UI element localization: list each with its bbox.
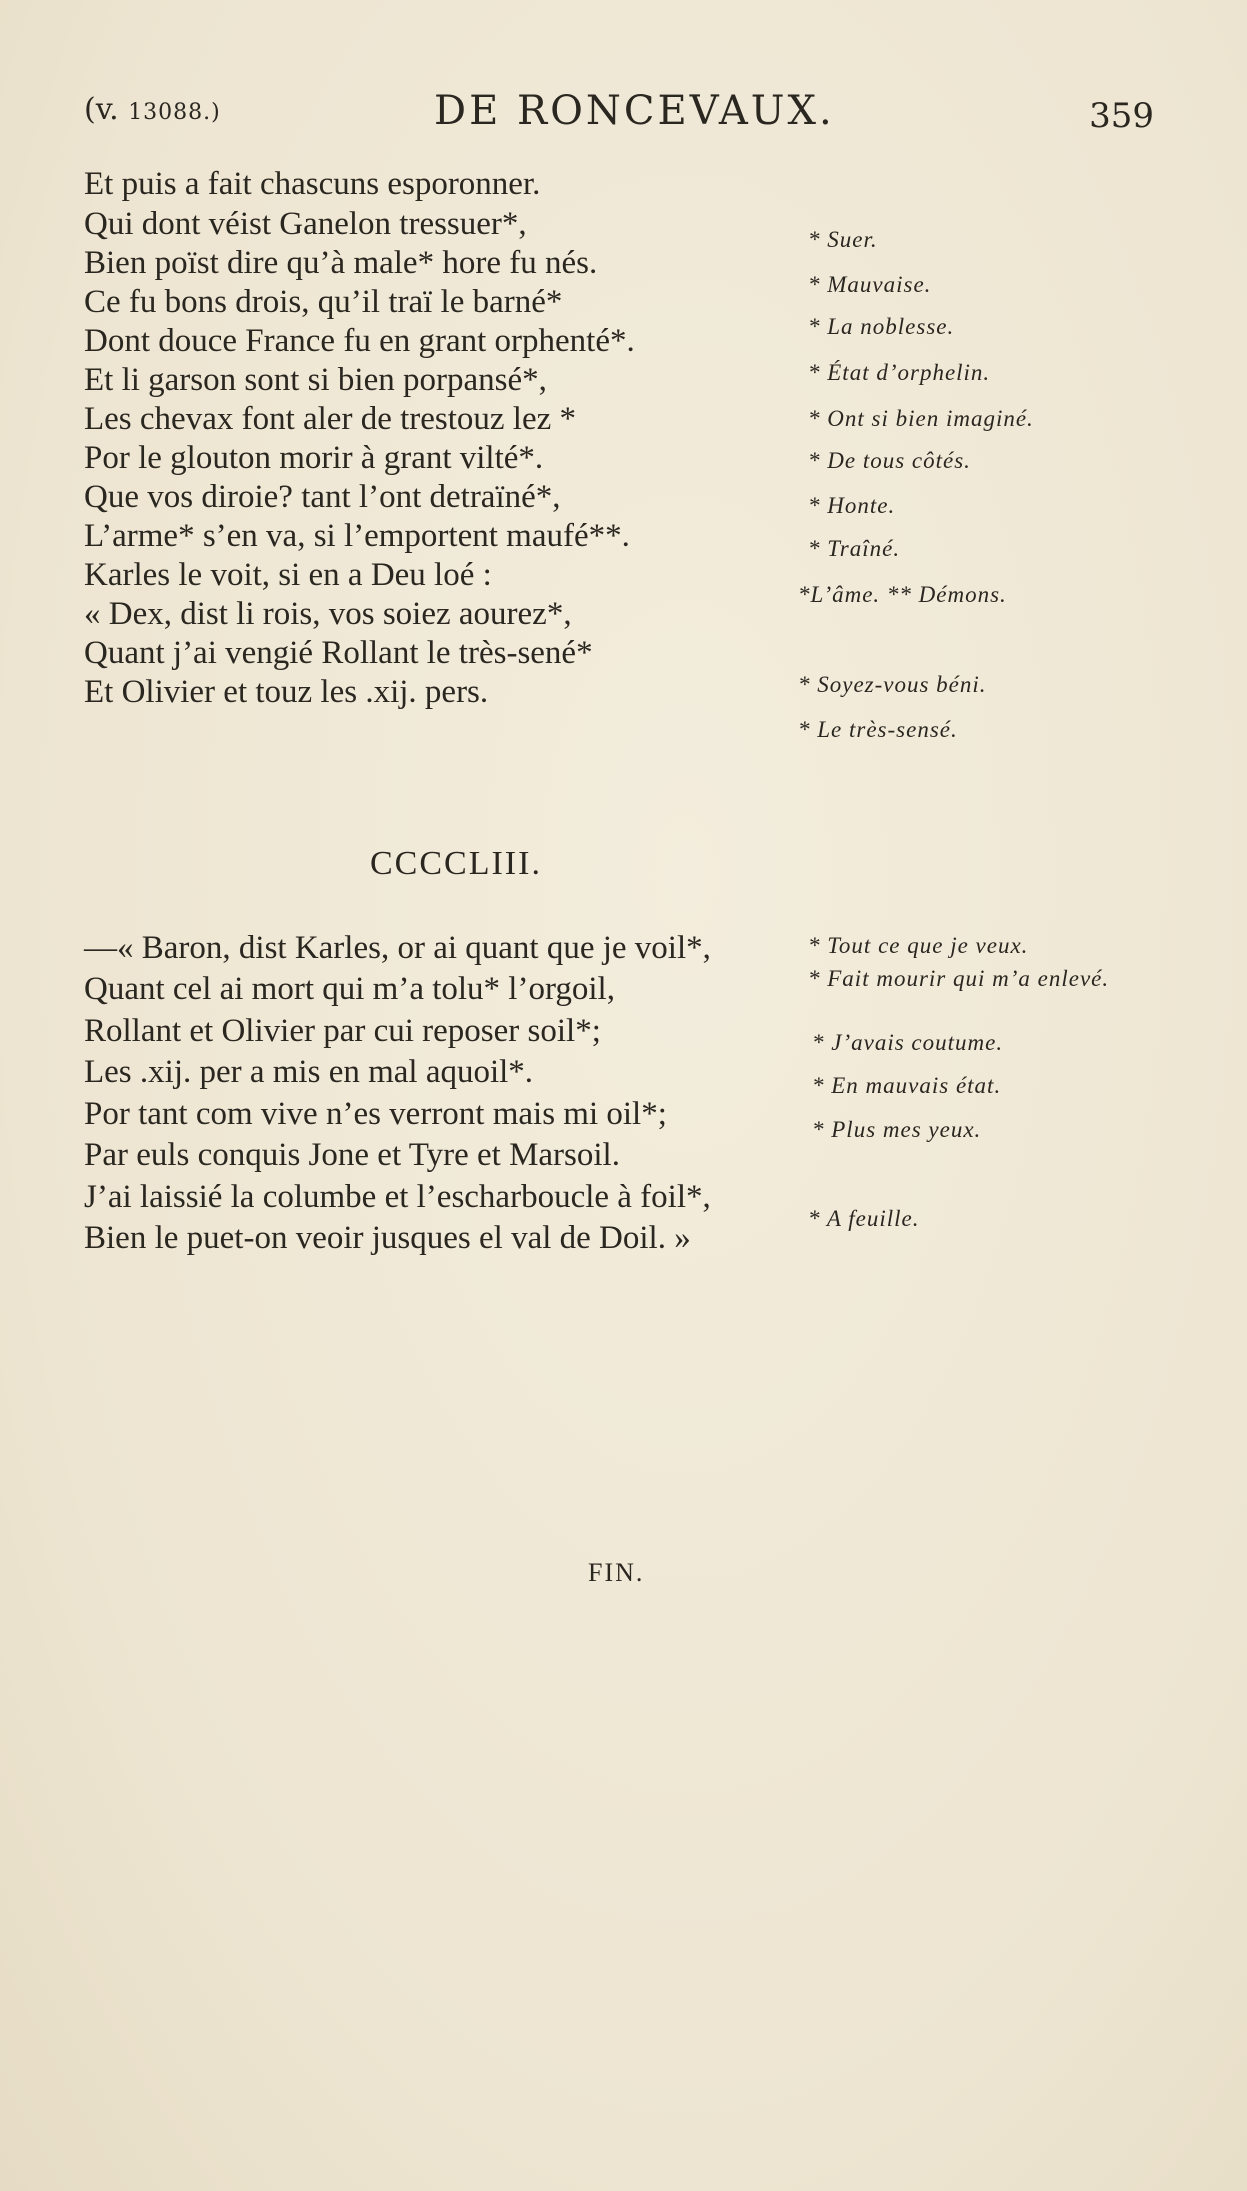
verse-line: Quant j’ai vengié Rollant le très-sené* bbox=[84, 635, 593, 671]
gloss-note: *L’âme. ** Démons. bbox=[798, 582, 1007, 607]
verse-line: Rollant et Olivier par cui reposer soil*; bbox=[84, 1013, 601, 1049]
gloss-note: * La noblesse. bbox=[808, 314, 955, 339]
gloss-note: * Ont si bien imaginé. bbox=[808, 406, 1034, 431]
verse-range: (v. 13088.) bbox=[84, 92, 221, 127]
gloss-note: * A feuille. bbox=[808, 1206, 920, 1231]
gloss-note: * Honte. bbox=[808, 493, 896, 518]
section-heading: CCCCLIII. bbox=[370, 845, 542, 882]
verse-line: Dont douce France fu en grant orphenté*. bbox=[84, 323, 635, 359]
verse-line: L’arme* s’en va, si l’emportent maufé**. bbox=[84, 518, 630, 554]
verse-line: Et puis a fait chascuns esporonner. bbox=[84, 166, 541, 202]
verse-line: « Dex, dist li rois, vos soiez aourez*, bbox=[84, 596, 572, 632]
end-mark: FIN. bbox=[588, 1558, 645, 1587]
verse-line: Et li garson sont si bien porpansé*, bbox=[84, 362, 547, 398]
running-title: DE RONCEVAUX. bbox=[434, 88, 835, 134]
verse-line: Por tant com vive n’es verront mais mi oil*; bbox=[84, 1096, 667, 1132]
verse-line: —« Baron, dist Karles, or ai quant que je voil*, bbox=[84, 930, 711, 966]
running-header bbox=[84, 88, 1154, 138]
gloss-note: * État d’orphelin. bbox=[808, 360, 991, 385]
gloss-note: * De tous côtés. bbox=[808, 448, 971, 473]
gloss-note: * Mauvaise. bbox=[808, 272, 932, 297]
gloss-note: * Tout ce que je veux. bbox=[808, 933, 1029, 958]
verse-line: Por le glouton morir à grant vilté*. bbox=[84, 440, 544, 476]
verse-line: Quant cel ai mort qui m’a tolu* l’orgoil, bbox=[84, 971, 615, 1007]
gloss-note: * Traîné. bbox=[808, 536, 901, 561]
verse-line: J’ai laissié la columbe et l’escharboucle à foil*, bbox=[84, 1179, 711, 1215]
verse-line: Bien poïst dire qu’à male* hore fu nés. bbox=[84, 245, 598, 281]
verse-line: Bien le puet-on veoir jusques el val de Doil. » bbox=[84, 1220, 691, 1256]
verse-line: Et Olivier et touz les .xij. pers. bbox=[84, 674, 489, 710]
gloss-note: * En mauvais état. bbox=[812, 1073, 1002, 1098]
gloss-note: * J’avais coutume. bbox=[812, 1030, 1004, 1055]
verse-line: Que vos diroie? tant l’ont detraïné*, bbox=[84, 479, 561, 515]
gloss-note: * Soyez-vous béni. bbox=[798, 672, 987, 697]
verse-line: Par euls conquis Jone et Tyre et Marsoil. bbox=[84, 1137, 620, 1173]
verse-line: Les .xij. per a mis en mal aquoil*. bbox=[84, 1054, 534, 1090]
gloss-note: * Fait mourir qui m’a enlevé. bbox=[808, 966, 1110, 991]
verse-line: Ce fu bons drois, qu’il traï le barné* bbox=[84, 284, 563, 320]
page-number: 359 bbox=[1089, 96, 1154, 136]
gloss-note: * Le très-sensé. bbox=[798, 717, 958, 742]
gloss-note: * Suer. bbox=[808, 227, 878, 252]
verse-line: Les chevax font aler de trestouz lez * bbox=[84, 401, 577, 437]
verse-line: Qui dont véist Ganelon tressuer*, bbox=[84, 206, 527, 242]
gloss-note: * Plus mes yeux. bbox=[812, 1117, 982, 1142]
verse-line: Karles le voit, si en a Deu loé : bbox=[84, 557, 492, 593]
